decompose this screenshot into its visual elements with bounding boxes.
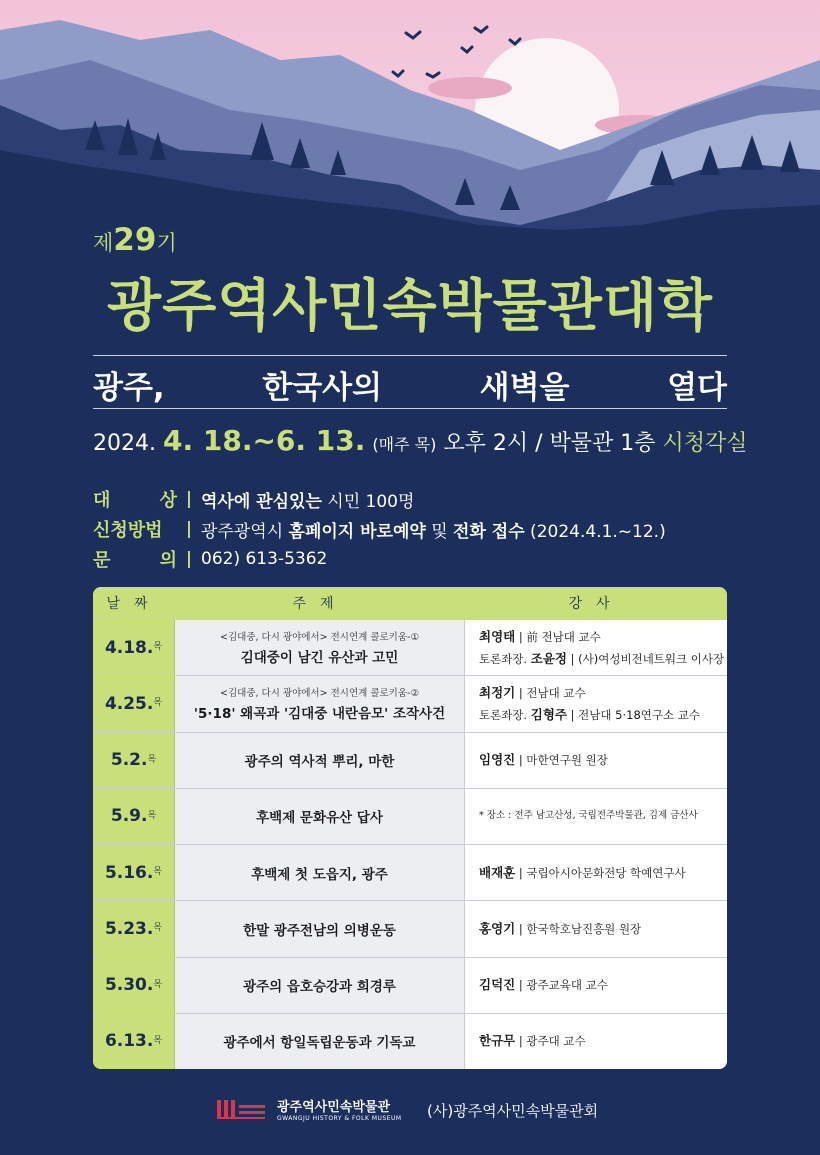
lecturer-affiliation: | 한국학호남진흥원 원장 [515, 921, 642, 936]
table-row [93, 619, 727, 675]
table-row [93, 788, 727, 844]
lecturer-line [479, 1030, 727, 1052]
lecture-lecturer [465, 958, 727, 1013]
lecture-date: 6.13. $^목$ [93, 1014, 175, 1069]
lecturer-name: 임영진 [479, 752, 516, 768]
lecturer-affiliation: | 마한연구원 원장 [515, 753, 608, 768]
header-lecturer: 강사 [568, 596, 624, 612]
lecturer-affiliation: | 前 전남대 교수 [515, 629, 601, 644]
footer [0, 1090, 820, 1130]
info-label: 문 의 [93, 550, 177, 571]
schedule-frequency: (매주 목) [372, 435, 437, 454]
lecture-lecturer [465, 845, 727, 900]
lecturer-affiliation: | 전남대 5·18연구소 교수 [566, 707, 700, 722]
museum-logo [215, 1096, 402, 1122]
lecturer-line [479, 974, 727, 996]
info-value: 광주광역시 홈페이지 바로예약 및 전화 접수 (2024.4.1.~12.) [201, 521, 666, 542]
topic-title: 광주에서 항일독립운동과 기독교 [223, 1035, 416, 1052]
lecture-lecturer [465, 733, 727, 788]
lecturer-affiliation: | (사)여성비전네트워크 이사장 [566, 651, 725, 666]
info-row-apply [93, 514, 743, 544]
lecturer-role: 토론좌장. [479, 707, 531, 722]
lecturer-role: 토론좌장. [479, 651, 531, 666]
lecture-topic [175, 845, 465, 900]
topic-series: <김대중, 다시 광야에서> 전시연계 콜로키움-② [220, 688, 419, 700]
lecture-topic [175, 958, 465, 1013]
lecture-lecturer [465, 789, 727, 844]
lecture-topic [175, 733, 465, 788]
lecturer-name: 최정기 [479, 684, 516, 700]
topic-title: 광주의 읍호승강과 희경루 [243, 979, 396, 996]
lecturer-name: 김덕진 [479, 977, 516, 993]
separator: | [185, 519, 193, 539]
lecturer-line [479, 704, 727, 726]
lecture-lecturer [465, 901, 727, 956]
schedule-time: 오후 2시 / 박물관 1층 [443, 431, 656, 456]
topic-title: 후백제 첫 도읍지, 광주 [251, 866, 388, 883]
museum-name-en: GWANGJU HISTORY & FOLK MUSEUM [277, 1115, 402, 1122]
header-date: 날짜 [106, 596, 162, 612]
info-row-target [93, 484, 743, 514]
association-name: (사)광주역사민속박물관회 [427, 1102, 599, 1120]
lecturer-affiliation: | 광주교육대 교수 [515, 978, 608, 993]
divider [93, 355, 727, 356]
location-note: * 장소 : 전주 남고산성, 국립전주박물관, 김제 금산사 [479, 810, 698, 822]
lecture-lecturer [465, 620, 727, 675]
lecture-lecturer [465, 1014, 727, 1069]
schedule-place: 시청각실 [662, 431, 748, 456]
subtitle-word: 새벽을 [479, 370, 570, 406]
museum-logo-icon [215, 1097, 269, 1121]
subtitle-word: 한국사의 [262, 370, 383, 406]
page-subtitle [93, 362, 727, 407]
museum-name: 광주역사민속박물관 [277, 1100, 391, 1115]
lecture-topic [175, 901, 465, 956]
lecture-date: 5.23. $^목$ [93, 901, 175, 956]
info-list [93, 484, 743, 574]
lecturer-affiliation: | 광주대 교수 [515, 1034, 586, 1049]
lecturer-line [479, 648, 727, 670]
topic-title: 한말 광주전남의 의병운동 [243, 922, 396, 939]
info-label: 신청방법 [93, 520, 163, 541]
lecture-topic [175, 676, 465, 731]
topic-title: 김대중이 남긴 유산과 고민 [240, 650, 399, 667]
divider [93, 408, 727, 409]
lecturer-name: 최영태 [479, 628, 516, 644]
schedule-year: 2024. [93, 431, 156, 456]
schedule-range: 4. 18.~6. 13. [162, 424, 366, 457]
topic-title: 후백제 문화유산 답사 [256, 810, 383, 827]
lecture-topic [175, 1014, 465, 1069]
lecturer-line [479, 682, 727, 704]
mountain-landscape-illustration [0, 0, 820, 240]
lecture-lecturer [465, 676, 727, 731]
subtitle-word: 광주, [93, 370, 165, 406]
lecturer-line [479, 918, 727, 940]
info-value: 역사에 관심있는 시민 100명 [201, 491, 415, 512]
table-row [93, 675, 727, 731]
table-body [93, 619, 727, 1069]
page-title: 광주역사민속박물관대학 [106, 274, 714, 339]
table-row [93, 1013, 727, 1069]
table-row [93, 732, 727, 788]
lecturer-name: 배재훈 [479, 864, 516, 880]
topic-title: '5·18' 왜곡과 '김대중 내란음모' 조작사건 [193, 706, 446, 723]
info-row-contact [93, 544, 743, 574]
lecturer-line [479, 626, 727, 648]
table-header [93, 587, 727, 619]
lecture-topic [175, 620, 465, 675]
lecturer-name: 홍영기 [479, 920, 516, 936]
info-value: 062) 613-5362 [201, 549, 328, 569]
table-row [93, 957, 727, 1013]
lecture-topic [175, 789, 465, 844]
lecture-date: 5.16. $^목$ [93, 845, 175, 900]
edition-label: 제29기 [93, 222, 177, 258]
lecture-date: 4.25. $^목$ [93, 676, 175, 731]
lecturer-affiliation: | 전남대 교수 [515, 685, 586, 700]
lecture-date: 5.2. $^목$ [93, 733, 175, 788]
lecturer-name: 한규무 [479, 1033, 516, 1049]
lecturer-name: 김형주 [530, 706, 567, 722]
info-label: 대 상 [93, 490, 177, 511]
separator: | [185, 549, 193, 569]
subtitle-word: 열다 [667, 370, 727, 406]
lecturer-affiliation: | 국립아시아문화전당 학예연구사 [515, 865, 686, 880]
topic-series: <김대중, 다시 광야에서> 전시연계 콜로키움-① [220, 632, 419, 644]
topic-title: 광주의 역사적 뿌리, 마한 [244, 754, 395, 771]
schedule-line [93, 424, 748, 457]
table-row [93, 900, 727, 956]
lecture-date: 5.9. $^목$ [93, 789, 175, 844]
lecture-date: 5.30. $^목$ [93, 958, 175, 1013]
table-row [93, 844, 727, 900]
lecturer-line [479, 749, 727, 771]
separator: | [185, 489, 193, 509]
header-topic: 주제 [292, 596, 348, 612]
lecturer-line [479, 862, 727, 884]
lecturer-name: 조윤정 [530, 650, 567, 666]
lecture-date: 4.18. $^목$ [93, 620, 175, 675]
lecture-schedule-table [93, 587, 727, 1069]
